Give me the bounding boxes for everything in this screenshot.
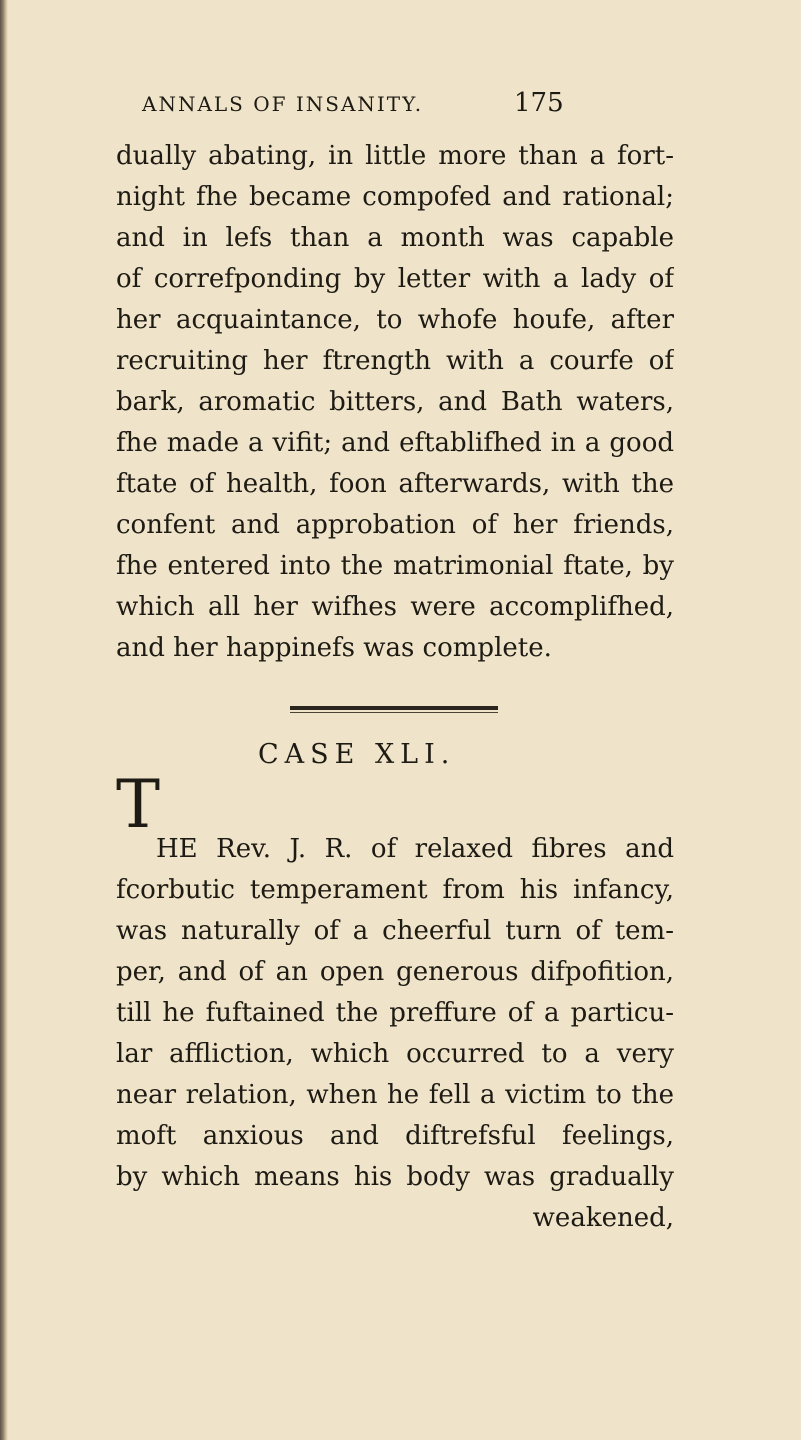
section-divider <box>290 706 498 710</box>
text-line: HE Rev. J. R. of relaxed fibres and <box>156 834 674 864</box>
page-number: 175 <box>514 88 564 118</box>
text-line: fcorbutic temperament from his infancy, <box>116 875 674 905</box>
text-line: till he fuftained the preffure of a particu- <box>116 998 674 1028</box>
running-head-title: ANNALS OF INSANITY. <box>142 92 424 116</box>
text-line: by which means his body was gradually <box>116 1162 674 1192</box>
passage-one <box>116 136 674 669</box>
catchword: weakened, <box>532 1203 674 1233</box>
text-line: confent and approbation of her friends, <box>116 510 674 540</box>
case-heading: CASE XLI. <box>258 739 456 770</box>
text-line: bark, aromatic bitters, and Bath waters, <box>116 387 674 417</box>
text-line: per, and of an open generous difpofition, <box>116 957 674 987</box>
text-line: dually abating, in little more than a fort- <box>116 141 674 171</box>
text-line: near relation, when he fell a victim to the <box>116 1080 674 1110</box>
text-line: recruiting her ftrength with a courfe of <box>116 346 674 376</box>
text-line: of correfponding by letter with a lady of <box>116 264 674 294</box>
text-line: and in lefs than a month was capable <box>116 223 674 253</box>
text-line: fhe entered into the matrimonial ftate, by <box>116 551 674 581</box>
text-line: ftate of health, foon afterwards, with the <box>116 469 674 499</box>
text-line: her acquaintance, to whofe houfe, after <box>116 305 674 335</box>
section-divider-thin <box>290 712 498 713</box>
text-line: night fhe became compofed and rational; <box>116 182 674 212</box>
text-line: was naturally of a cheerful turn of tem- <box>116 916 674 946</box>
text-line: fhe made a vifit; and eftablifhed in a good <box>116 428 674 458</box>
drop-cap: T <box>116 766 161 843</box>
text-line: lar affliction, which occurred to a very <box>116 1039 674 1069</box>
case-passage <box>116 829 674 1239</box>
text-line: which all her wifhes were accomplifhed, <box>116 592 674 622</box>
text-line: moft anxious and diftrefsful feelings, <box>116 1121 674 1151</box>
text-line: and her happinefs was complete. <box>116 633 552 663</box>
running-head <box>142 88 582 122</box>
